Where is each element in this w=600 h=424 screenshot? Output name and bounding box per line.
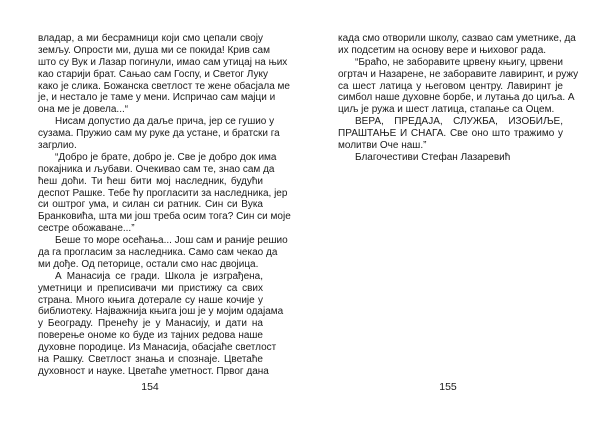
text-line: духовне породице. Из Манасија, обасјаће светлост xyxy=(38,342,277,354)
text-line: молитви Оче наш.” xyxy=(338,140,427,152)
text-line: са шест латица у његовом центру. Лавиринт је xyxy=(338,80,563,92)
text-line: ПРАШТАЊЕ И СНАГА. Све оно што тражимо у xyxy=(338,128,563,140)
text-line: страна. Много књига дотерале су наше кочије у xyxy=(38,294,263,306)
text-line: сестре обожаване...” xyxy=(38,223,135,235)
text-line: како је слика. Божанска светлост те жене обасјала ме xyxy=(38,80,290,92)
text-line: Беше то море осећања... Још сам и раније решио xyxy=(55,235,288,247)
text-line: деспот Рашке. Тебе ћу прогласити за наследника, јер xyxy=(38,187,288,199)
text-line: “Добро је брате, добро је. Све је добро док има xyxy=(55,151,277,163)
text-line: сузама. Пружио сам му руке да устане, и братски га xyxy=(38,128,280,140)
text-line: Благочестиви Стефан Лазаревић xyxy=(355,151,511,163)
text-line: као старији брат. Сањао сам Госпу, и Светог Луку xyxy=(38,68,268,80)
text-line: је, и нестало је таме у мени. Испричао сам мајци и xyxy=(38,92,276,104)
text-line: симбол наше духовне борбе, и лутања до циља. А xyxy=(338,92,575,104)
text-line: што су Вук и Лазар погинули, имао сам утицај на њих xyxy=(38,56,288,68)
text-line: огртач и Назарене, не заборавите лавиринт, и ружу xyxy=(338,68,579,80)
text-line: циљ је ружа и шест латица, стапање са Оцем. xyxy=(338,104,555,116)
text-line: покајника и љубави. Очекивао сам те, знао сам да xyxy=(38,163,275,175)
text-line: Бранковића, шта ми још треба осим тога? Син си моје xyxy=(38,211,291,223)
text-line: библиотеку. Најважнија књига још је у мојим одајама xyxy=(38,306,284,318)
text-line: у Београду. Пренећу је у Манасију, и дати на xyxy=(38,318,263,330)
text-line: загрлио. xyxy=(38,140,77,152)
text-line: поверење ономе ко буде из тајних редова наше xyxy=(38,330,263,342)
left-page-text xyxy=(38,33,291,378)
page-number-right: 155 xyxy=(439,381,457,393)
text-line: “Браћо, не заборавите црвену књигу, црвени xyxy=(355,56,563,68)
text-line: када смо отворили школу, сазвао сам уметнике, да xyxy=(338,33,576,44)
text-line: на Рашку. Светлост знања и спознаје. Цветаће xyxy=(38,354,263,366)
text-line: А Манасија се гради. Школа је изграђена, xyxy=(55,270,263,282)
text-line: она ме је довела...“ xyxy=(38,104,129,116)
text-line: уметници и преписивачи ми пристижу са свих xyxy=(38,282,263,294)
text-line: владар, а ми бесрамници који смо цепали своју xyxy=(38,33,263,44)
page-number-left: 154 xyxy=(141,381,159,393)
text-line: да га прогласим за наследника. Само сам чекао да xyxy=(38,247,278,259)
text-line: их подсетим на основу вере и њиховог рада. xyxy=(338,44,547,56)
text-line: си оштрог ума, и силан си ратник. Син си Вука xyxy=(38,199,263,211)
text-line: ВЕРА, ПРЕДАЈА, СЛУЖБА, ИЗОБИЉЕ, xyxy=(355,116,563,128)
text-line: ми дође. Од петорице, остали смо нас двојица. xyxy=(38,258,259,270)
right-page-text xyxy=(338,33,579,164)
text-line: земљу. Опрости ми, душа ми се покида! Крив сам xyxy=(38,44,270,56)
text-line: ћеш доћи. Ти ћеш бити мој наследник, будући xyxy=(38,175,263,187)
text-line: духовност и науке. Цветаће уметност. Првог дана xyxy=(38,365,269,377)
text-line: Нисам допустио да даље прича, јер се гушио у xyxy=(55,116,275,128)
